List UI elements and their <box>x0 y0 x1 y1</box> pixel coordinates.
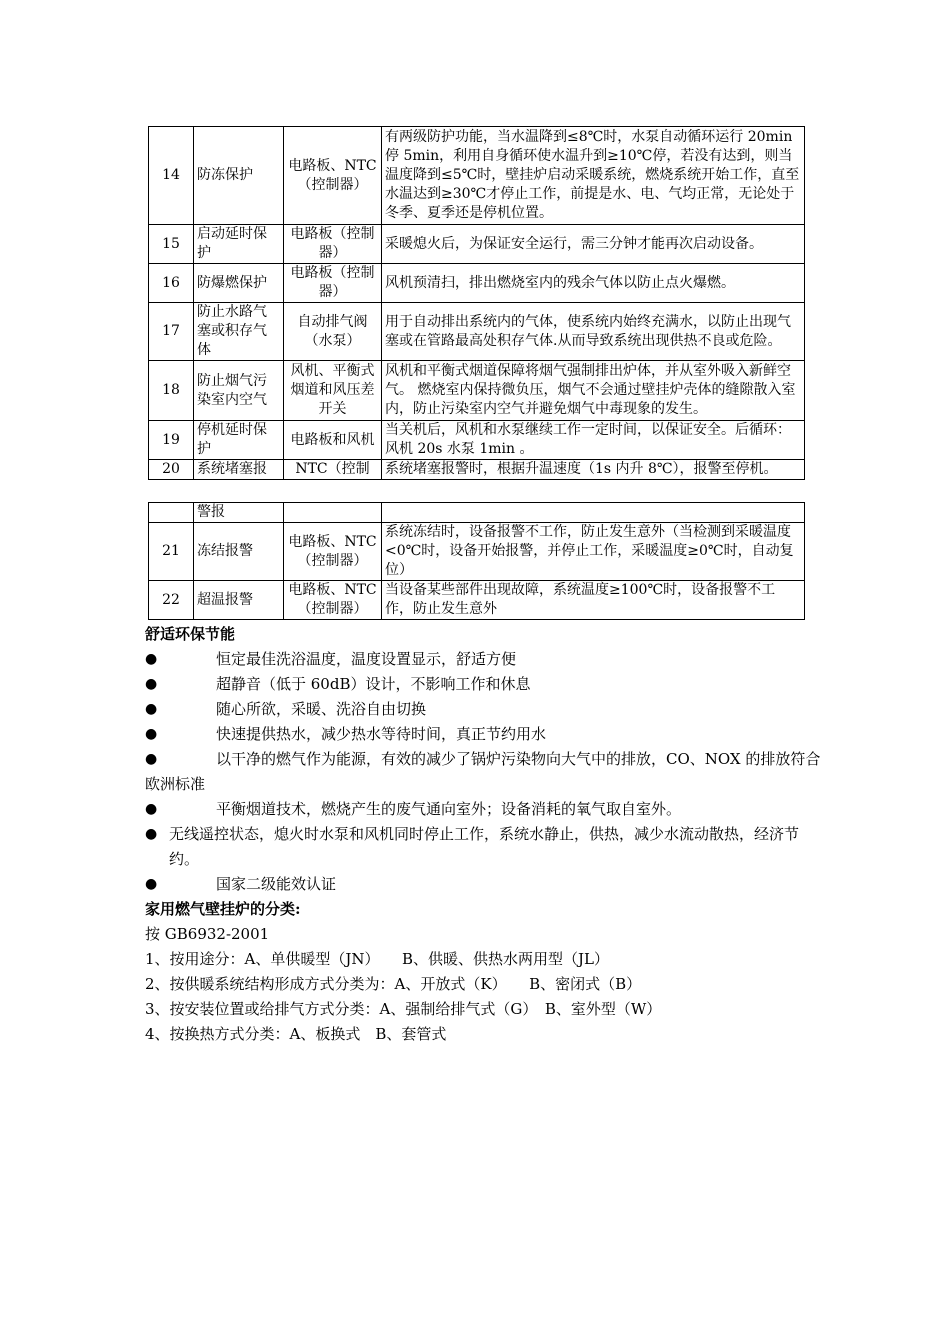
table-row <box>149 503 805 523</box>
bullet-icon: ● <box>145 826 158 842</box>
standard-reference: 按 GB6932-2001 <box>145 925 270 943</box>
description: 当设备某些部件出现故障，系统温度≥100℃时，设备报警不工作，防止发生意外 <box>382 581 805 620</box>
description: 采暖熄火后，为保证安全运行，需三分钟才能再次启动设备。 <box>382 225 805 264</box>
function-name: 超温报警 <box>194 581 284 620</box>
description: 系统冻结时，设备报警不工作，防止发生意外（当检测到采暖温度<0℃时，设备开始报警，并停止工作，采暖温度≥0℃时，自动复位） <box>382 523 805 581</box>
row-number: 17 <box>149 303 194 361</box>
bullet-icon: ● <box>145 676 158 692</box>
list-item: ● 平衡烟道技术，燃烧产生的废气通向室外；设备消耗的氧气取自室外。 <box>145 797 825 822</box>
section-heading-comfort: 舒适环保节能 <box>145 625 236 643</box>
row-number: 15 <box>149 225 194 264</box>
list-item: ● 无线遥控状态，熄火时水泵和风机同时停止工作，系统水静止，供热，减少水流动散热，经济节约。 <box>145 822 825 872</box>
table-row <box>149 361 805 421</box>
function-name: 启动延时保护 <box>194 225 284 264</box>
bullet-icon: ● <box>145 751 158 767</box>
table-row <box>149 581 805 620</box>
bullet-icon: ● <box>145 651 158 667</box>
function-name: 警报 <box>194 503 284 523</box>
device-name: 电路板、NTC（控制器） <box>284 581 382 620</box>
list-item: ● 恒定最佳洗浴温度，温度设置显示，舒适方便 <box>145 647 825 672</box>
list-item: ● 超静音（低于 60dB）设计，不影响工作和休息 <box>145 672 825 697</box>
function-name: 冻结报警 <box>194 523 284 581</box>
row-number: 19 <box>149 421 194 460</box>
description: 风机和平衡式烟道保障将烟气强制排出炉体，并从室外吸入新鲜空气。 燃烧室内保持微负压，烟气不会通过壁挂炉壳体的缝隙散入室内，防止污染室内空气并避免烟气中毒现象的发生。 <box>382 361 805 421</box>
list-item: ● 以干净的燃气作为能源，有效的减少了锅炉污染物向大气中的排放，CO、NOX 的排放符合欧洲标准 <box>145 747 825 797</box>
list-item: ● 国家二级能效认证 <box>145 872 825 897</box>
protection-table-1 <box>148 126 805 480</box>
function-name: 防冻保护 <box>194 127 284 225</box>
row-number: 16 <box>149 264 194 303</box>
bullet-icon: ● <box>145 876 158 892</box>
device-name: 电路板（控制器） <box>284 264 382 303</box>
classification-item: 2、按供暖系统结构形成方式分类为：A、开放式（K） B、密闭式（B） <box>145 975 642 993</box>
device-name: 风机、平衡式烟道和风压差开关 <box>284 361 382 421</box>
description: 当关机后，风机和水泵继续工作一定时间，以保证安全。后循环：风机 20s 水泵 1min 。 <box>382 421 805 460</box>
list-item: ● 快速提供热水，减少热水等待时间，真正节约用水 <box>145 722 825 747</box>
device-name: 电路板、NTC（控制器） <box>284 523 382 581</box>
device-name: 自动排气阀（水泵） <box>284 303 382 361</box>
function-name: 停机延时保护 <box>194 421 284 460</box>
description: 系统堵塞报警时，根据升温速度（1s 内升 8℃），报警至停机。 <box>382 460 805 480</box>
classification-item: 3、按安装位置或给排气方式分类：A、强制给排气式（G） B、室外型（W） <box>145 1000 662 1018</box>
table-row <box>149 460 805 480</box>
bullet-icon: ● <box>145 801 158 817</box>
table-row <box>149 523 805 581</box>
list-item: ● 随心所欲，采暖、洗浴自由切换 <box>145 697 825 722</box>
table-row <box>149 127 805 225</box>
table-row <box>149 421 805 460</box>
row-number: 21 <box>149 523 194 581</box>
function-name: 防止水路气塞或积存气体 <box>194 303 284 361</box>
description: 有两级防护功能，当水温降到≤8℃时，水泵自动循环运行 20min停 5min，利用自身循环使水温升到≥10℃停，若没有达到，则当温度降到≤5℃时，壁挂炉启动采暖系统，燃烧系统开始工作，直至水温达到≥30℃才停止工作，前提是水、电、气均正常，无论处于冬季、夏季还是停机位置。 <box>382 127 805 225</box>
section-heading-classification: 家用燃气壁挂炉的分类: <box>145 900 301 918</box>
table-row <box>149 303 805 361</box>
table-row <box>149 225 805 264</box>
classification-item: 4、按换热方式分类：A、板换式 B、套管式 <box>145 1025 447 1043</box>
function-name: 系统堵塞报 <box>194 460 284 480</box>
row-number: 20 <box>149 460 194 480</box>
function-name: 防止烟气污染室内空气 <box>194 361 284 421</box>
protection-table-2 <box>148 502 805 620</box>
device-name: 电路板、NTC（控制器） <box>284 127 382 225</box>
row-number: 14 <box>149 127 194 225</box>
row-number: 22 <box>149 581 194 620</box>
bullet-icon: ● <box>145 701 158 717</box>
table-row <box>149 264 805 303</box>
bullet-icon: ● <box>145 726 158 742</box>
function-name: 防爆燃保护 <box>194 264 284 303</box>
device-name: 电路板和风机 <box>284 421 382 460</box>
classification-item: 1、按用途分：A、单供暖型（JN） B、供暖、供热水两用型（JL） <box>145 950 610 968</box>
device-name: 电路板（控制器） <box>284 225 382 264</box>
description: 用于自动排出系统内的气体，使系统内始终充满水，以防止出现气塞或在管路最高处积存气体.从而导致系统出现供热不良或危险。 <box>382 303 805 361</box>
description: 风机预清扫，排出燃烧室内的残余气体以防止点火爆燃。 <box>382 264 805 303</box>
row-number: 18 <box>149 361 194 421</box>
device-name: NTC（控制 <box>284 460 382 480</box>
